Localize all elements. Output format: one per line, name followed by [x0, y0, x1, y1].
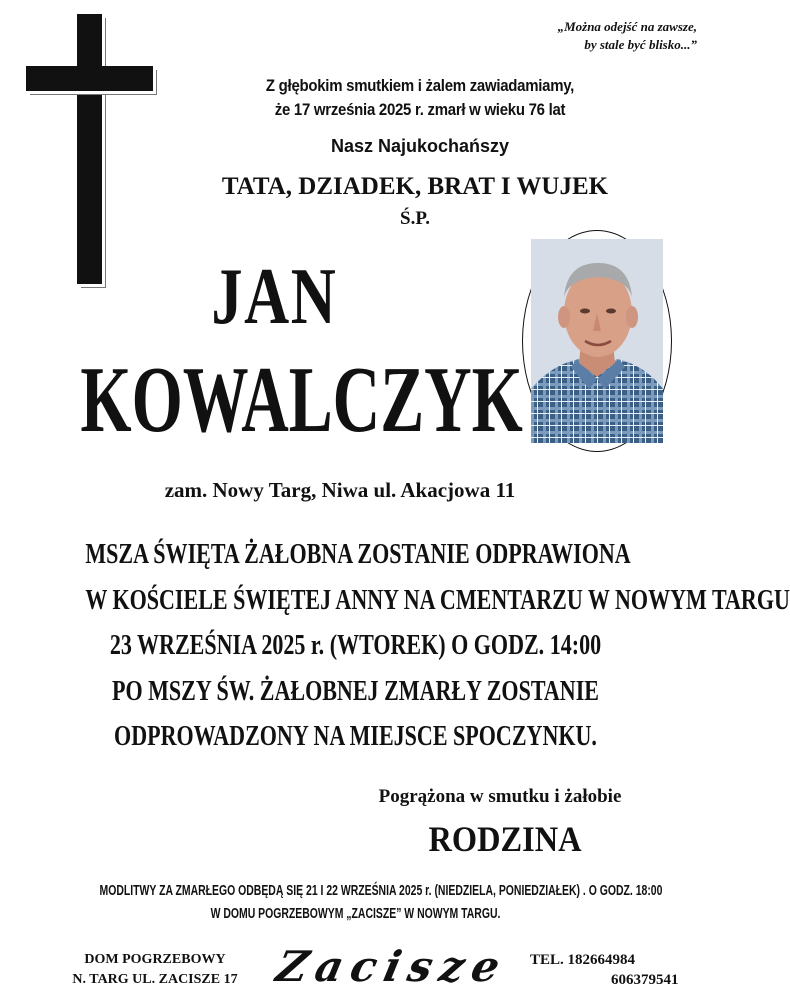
cross-horizontal-bar	[26, 66, 153, 91]
prayers-info	[0, 880, 711, 926]
cross-vertical-bar	[77, 14, 102, 284]
prayers-line-1: MODLITWY ZA ZMARŁEGO ODBĘDĄ SIĘ 21 I 22 WRZEŚNIA 2025 r. (NIEDZIELA, PONIEDZIAŁEK) . O GODZ. 18:00	[99, 883, 663, 899]
grief-label: Pogrążona w smutku i żałobie	[378, 786, 622, 807]
quote-line-2: by stale być blisko...”	[584, 37, 697, 52]
phone-info	[530, 950, 700, 990]
funeral-home-address: N. TARG UL. ZACISZE 17	[72, 972, 238, 987]
prayers-line-2: W DOMU POGRZEBOWYM „ZACISZE” W NOWYM TARGU.	[210, 906, 501, 922]
funeral-home-title: DOM POGRZEBOWY	[84, 952, 226, 967]
mass-announcement	[0, 532, 790, 760]
mass-line-2: W KOŚCIELE ŚWIĘTEJ ANNY NA CMENTARZU W NOWYM TARGU	[85, 583, 790, 616]
sp-label: Ś.P.	[400, 208, 430, 229]
memorial-quote	[477, 18, 697, 54]
portrait-photo	[531, 239, 663, 443]
phone-line-1: TEL. 182664984	[530, 952, 636, 968]
phone-line-2: 606379541	[611, 972, 679, 988]
mass-line-3: 23 WRZEŚNIA 2025 r. (WTOREK) O GODZ. 14:00	[109, 629, 602, 662]
zacisze-logo: Zacisze	[272, 942, 513, 991]
deceased-last-name: KOWALCZYK	[80, 348, 523, 452]
quote-line-1: „Można odejść na zawsze,	[557, 19, 697, 34]
funeral-home-info	[40, 950, 270, 990]
family-name: RODZINA	[428, 819, 582, 859]
announcement-line-1: Z głębokim smutkiem i żalem zawiadamiamy,	[265, 76, 575, 95]
mass-line-4: PO MSZY ŚW. ŻAŁOBNEJ ZMARŁY ZOSTANIE	[111, 674, 600, 707]
mass-line-1: MSZA ŚWIĘTA ŻAŁOBNA ZOSTANIE ODPRAWIONA	[85, 538, 631, 570]
deceased-address: zam. Nowy Targ, Niwa ul. Akacjowa 11	[164, 478, 516, 502]
beloved-label: Nasz Najukochańszy	[330, 136, 510, 156]
announcement-intro	[200, 74, 640, 122]
relations-title: TATA, DZIADEK, BRAT I WUJEK	[221, 173, 609, 200]
deceased-first-name: JAN	[211, 253, 338, 341]
mass-line-5: ODPROWADZONY NA MIEJSCE SPOCZYNKU.	[114, 720, 597, 753]
announcement-line-2: że 17 września 2025 r. zmarł w wieku 76 lat	[274, 100, 566, 119]
